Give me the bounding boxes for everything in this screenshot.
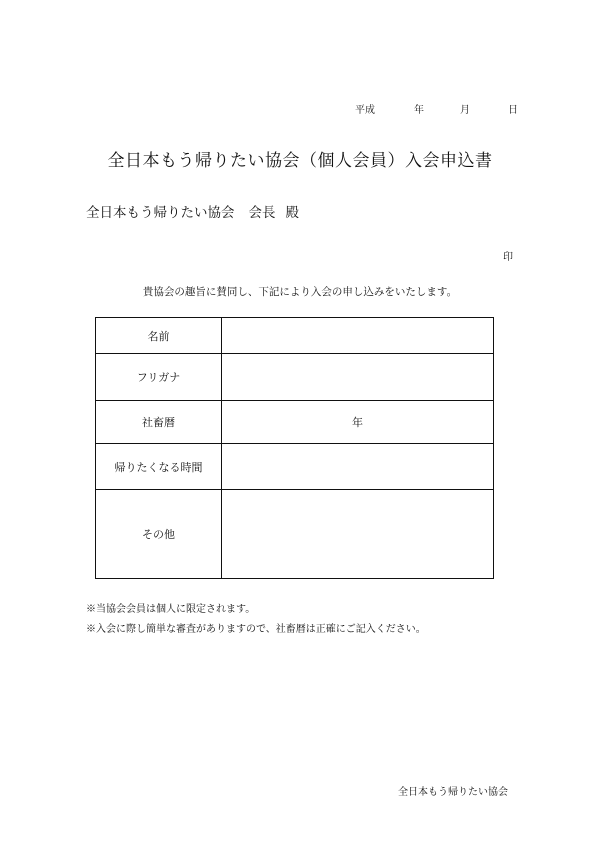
addressee-honorific: 殿 [285,205,299,221]
date-era: 平成 [355,105,375,116]
form-row-years [96,401,493,444]
notes [86,600,426,640]
page-title: 全日本もう帰りたい協会（個人会員）入会申込書 [107,151,493,171]
form-row-time [96,444,493,490]
date-year-unit: 年 [414,105,424,116]
form-field-furigana[interactable] [222,354,493,400]
form-row-other [96,490,493,578]
form-label-years: 社畜暦 [96,401,222,443]
addressee-role: 会長 [248,205,276,221]
form-label-name: 名前 [96,318,222,353]
form-label-furigana: フリガナ [96,354,222,400]
form-row-name [96,318,493,354]
date-month-unit: 月 [460,105,470,116]
seal-mark: 印 [503,252,513,263]
form-label-time: 帰りたくなる時間 [96,444,222,489]
note-item: ※当協会会員は個人に限定されます。 [86,604,256,615]
date-line [355,101,517,117]
statement: 貴協会の趣旨に賛同し、下記により入会の申し込みをいたします。 [142,286,458,298]
form-row-furigana [96,354,493,401]
form-field-years[interactable]: 年 [352,416,363,429]
form-field-other[interactable] [222,490,493,578]
date-day-unit: 日 [508,105,518,116]
note-item: ※入会に際し簡単な審査がありますので、社畜暦は正確にご記入ください。 [86,624,426,635]
form-label-other: その他 [96,490,222,578]
footer-organization: 全日本もう帰りたい協会 [398,787,508,798]
form-field-time[interactable] [222,444,493,489]
addressee-organization: 全日本もう帰りたい協会 [86,205,235,221]
form-field-name[interactable] [222,318,493,353]
application-form-table [95,317,494,579]
addressee [86,201,299,221]
